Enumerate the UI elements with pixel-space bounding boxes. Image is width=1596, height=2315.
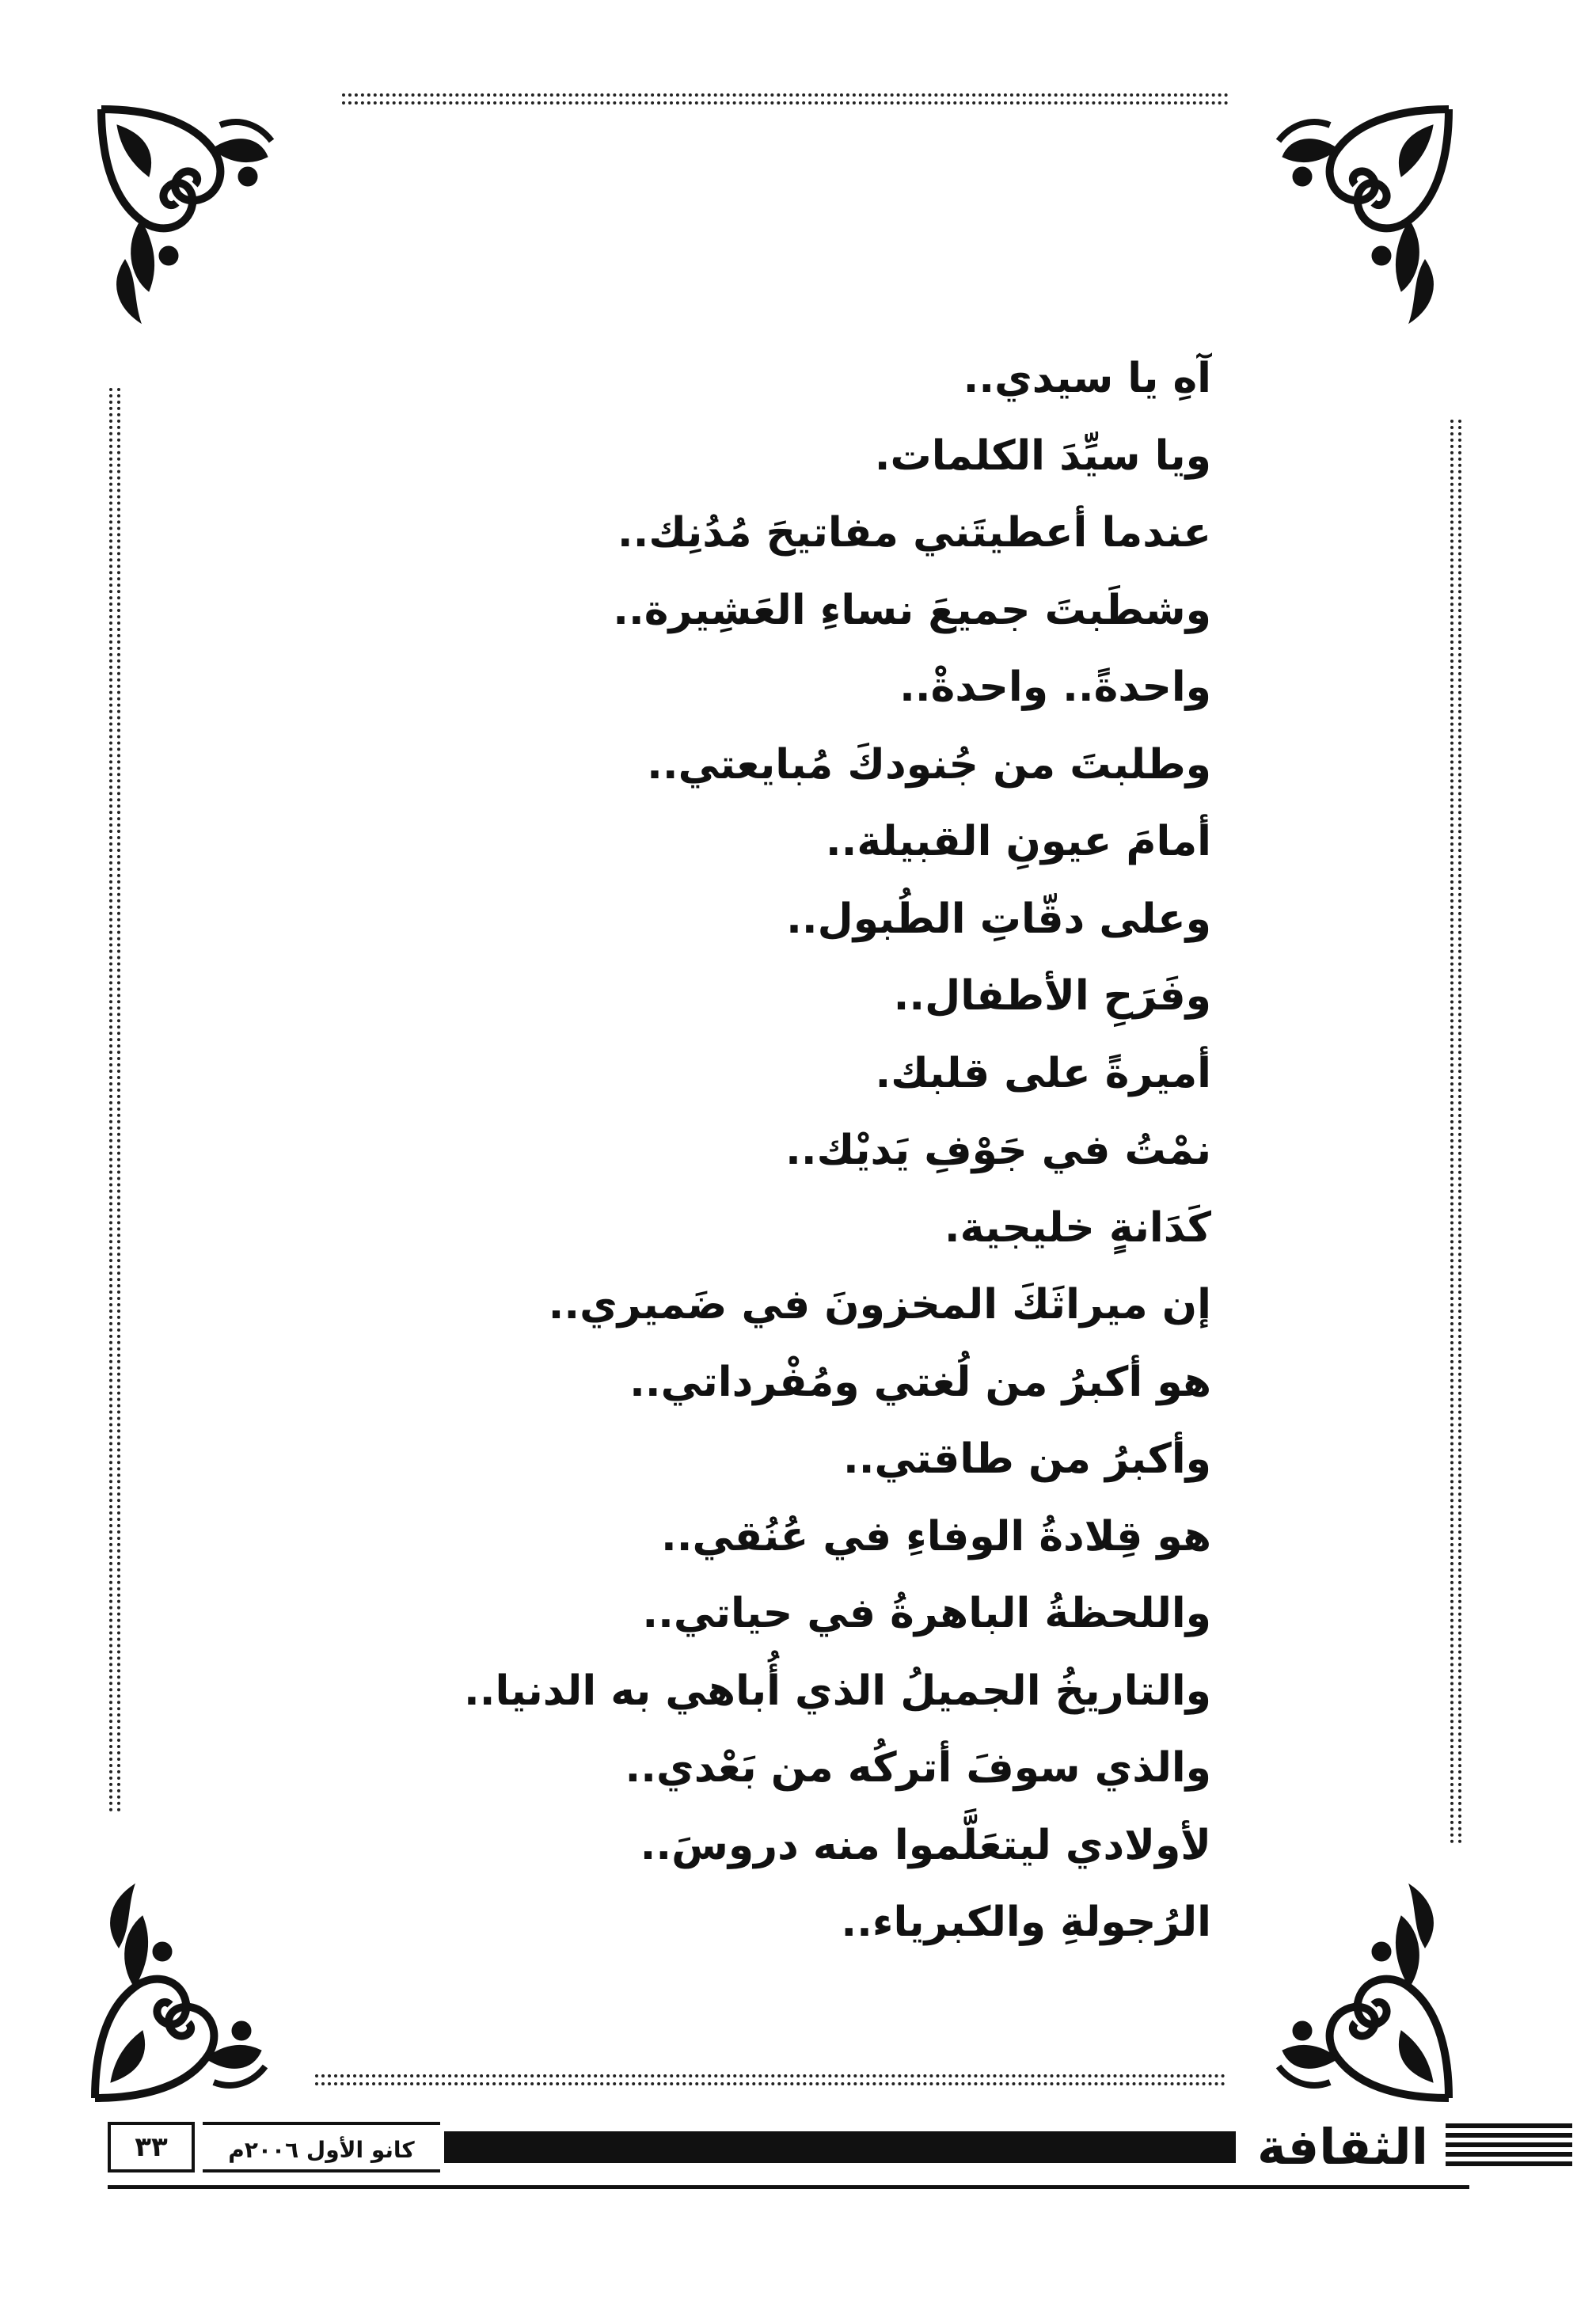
poem-line: واللحظةُ الباهرةُ في حياتي..: [642, 1590, 1211, 1637]
magazine-logo: الثقافة: [1257, 2118, 1428, 2176]
floral-corner-top-right-icon: [1275, 101, 1457, 331]
poem-line: لأولادي ليتعَلَّموا منه دروسَ..: [640, 1821, 1211, 1869]
page-footer: [108, 2118, 1469, 2179]
footer-stripes: [1446, 2123, 1572, 2171]
poem-line: آهِ يا سيدي..: [963, 355, 1211, 402]
poem-line: أمامَ عيونِ القبيلة..: [825, 818, 1211, 865]
frame-bottom-border: [315, 2074, 1226, 2085]
footer-rule: [108, 2185, 1469, 2189]
floral-corner-top-left-icon: [93, 101, 276, 331]
floral-corner-bottom-left-icon: [87, 1876, 269, 2106]
poem-line: وعلى دقّاتِ الطُبول..: [786, 895, 1211, 943]
issue-date: كانو الأول ٢٠٠٦م: [203, 2122, 440, 2172]
poem-line: إن ميراثَكَ المخزونَ في ضَميري..: [548, 1281, 1211, 1329]
poem-body: [463, 340, 1211, 1962]
poem-line: كَدَانةٍ خليجية.: [944, 1203, 1211, 1252]
page-number: ٣٣: [108, 2122, 195, 2172]
poem-line: والتاريخُ الجميلُ الذي أُباهي به الدنيا..: [463, 1667, 1211, 1715]
poem-line: والذي سوفَ أتركُه من بَعْدي..: [625, 1744, 1211, 1792]
poem-line: وشطَبتَ جميعَ نساءِ العَشِيرة..: [613, 586, 1211, 634]
frame-left-border: [109, 388, 120, 1813]
poem-line: واحدةً.. واحدةْ..: [899, 663, 1211, 711]
poem-line: هو أكبرُ من لُغتي ومُفْرداتي..: [629, 1358, 1211, 1406]
poem-line: وأكبرُ من طاقتي..: [842, 1435, 1211, 1483]
poem-line: وفَرَحِ الأطفال..: [893, 972, 1211, 1020]
poem-line: ويا سيِّدَ الكلمات.: [874, 431, 1211, 480]
floral-corner-bottom-right-icon: [1275, 1876, 1457, 2106]
poem-line: نمْتُ في جَوْفِ يَديْك..: [785, 1127, 1211, 1174]
frame-top-border: [342, 93, 1229, 105]
poem-line: أميرةً على قلبك.: [875, 1049, 1211, 1097]
footer-black-bar: [444, 2131, 1236, 2163]
poem-line: هو قِلادةُ الوفاءِ في عُنُقي..: [660, 1512, 1211, 1560]
poem-line: وطلبتَ من جُنودكَ مُبايعتي..: [647, 740, 1211, 789]
poem-line: الرُجولةِ والكبرياء..: [841, 1899, 1211, 1946]
frame-right-border: [1450, 420, 1461, 1845]
poem-line: عندما أعطيتَني مفاتيحَ مُدُنِك..: [617, 509, 1211, 557]
